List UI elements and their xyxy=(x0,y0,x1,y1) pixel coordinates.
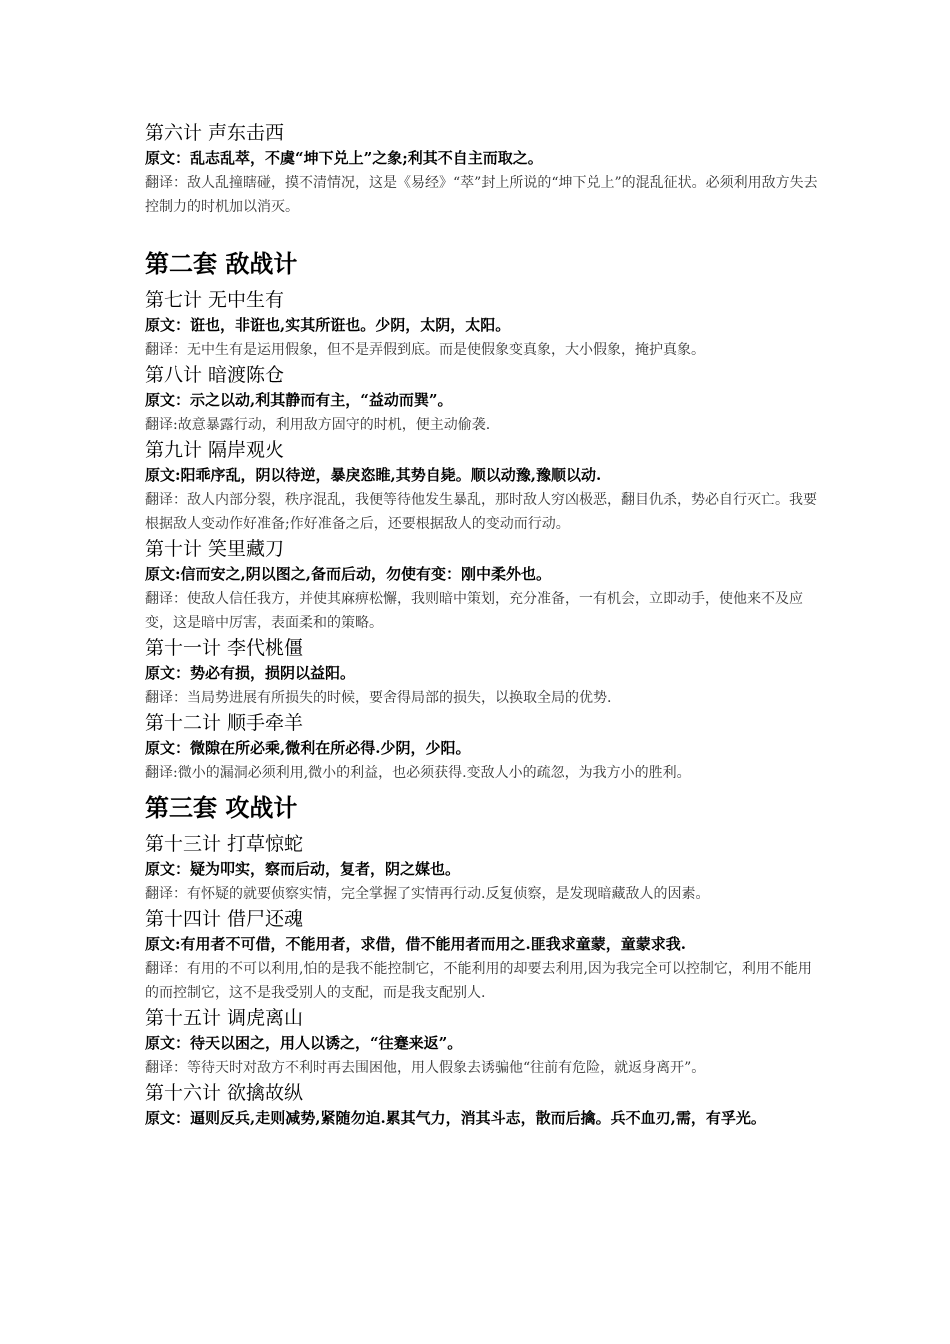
tactic-16-title: 第十六计 欲擒故纵 xyxy=(145,1082,304,1104)
tactic-10-title: 第十计 笑里藏刀 xyxy=(145,538,285,560)
set-2-title: 第二套 敌战计 xyxy=(145,250,298,278)
tactic-8-translation: 翻译:故意暴露行动，利用敌方固守的时机，便主动偷袭. xyxy=(145,417,491,433)
tactic-6-translation: 翻译：敌人乱撞瞎碰，摸不清情况，这是《易经》“萃”封上所说的“坤下兑上”的混乱征状。必须利用敌方失去控制力的时机加以消灭。 xyxy=(145,175,818,215)
tactic-11-translation: 翻译：当局势进展有所损失的时候，要舍得局部的损失，以换取全局的优势. xyxy=(145,690,612,706)
tactic-7-original: 原文：诳也，非诳也,实其所诳也。少阴，太阴，太阳。 xyxy=(145,316,511,334)
set-3-title: 第三套 攻战计 xyxy=(145,794,298,822)
tactic-15-translation: 翻译：等待天时对敌方不利时再去围困他，用人假象去诱骗他“往前有危险，就返身离开”。 xyxy=(145,1060,706,1076)
tactic-15-title: 第十五计 调虎离山 xyxy=(145,1007,304,1029)
tactic-13-original: 原文：疑为叩实，察而后动，复者，阴之媒也。 xyxy=(145,860,461,878)
tactic-12-title: 第十二计 顺手牵羊 xyxy=(145,712,304,734)
tactic-9-translation: 翻译：敌人内部分裂，秩序混乱，我便等待他发生暴乱，那时敌人穷凶极恶，翻目仇杀，势必自行灭亡。我要根据敌人变动作好准备;作好准备之后，还要根据敌人的变动而行动。 xyxy=(145,492,817,532)
tactic-15-original: 原文：待天以困之，用人以诱之，“往蹇来返”。 xyxy=(145,1034,463,1052)
tactic-16-original: 原文：逼则反兵,走则减势,紧随勿迫.累其气力，消其斗志，散而后擒。兵不血刃,需，有孚光。 xyxy=(145,1109,766,1127)
tactic-9-original: 原文:阳乖序乱，阴以待逆，暴戾恣睢,其势自毙。顺以动豫,豫顺以动. xyxy=(145,466,602,484)
tactic-9-title: 第九计 隔岸观火 xyxy=(145,439,285,461)
tactic-11-title: 第十一计 李代桃僵 xyxy=(145,637,304,659)
tactic-12-translation: 翻译:微小的漏洞必须利用,微小的利益，也必须获得.变敌人小的疏忽，为我方小的胜利。 xyxy=(145,765,691,781)
tactic-14-original: 原文:有用者不可借，不能用者，求借，借不能用者而用之.匪我求童蒙，童蒙求我. xyxy=(145,935,686,953)
tactic-14-title: 第十四计 借尸还魂 xyxy=(145,908,304,930)
tactic-7-title: 第七计 无中生有 xyxy=(145,289,285,311)
tactic-8-original: 原文：示之以动,利其静而有主，“益动而巽”。 xyxy=(145,391,453,409)
tactic-8-title: 第八计 暗渡陈仓 xyxy=(145,364,285,386)
document-page xyxy=(145,120,825,1131)
tactic-12-original: 原文：微隙在所必乘,微利在所必得.少阴，少阳。 xyxy=(145,739,471,757)
tactic-13-translation: 翻译：有怀疑的就要侦察实情，完全掌握了实情再行动.反复侦察，是发现暗藏敌人的因素。 xyxy=(145,886,710,902)
tactic-11-original: 原文：势必有损，损阴以益阳。 xyxy=(145,664,356,682)
tactic-7-translation: 翻译：无中生有是运用假象，但不是弄假到底。而是使假象变真象，大小假象，掩护真象。 xyxy=(145,342,705,358)
tactic-6-original: 原文：乱志乱萃，不虞“坤下兑上”之象;利其不自主而取之。 xyxy=(145,149,543,167)
tactic-14-translation: 翻译：有用的不可以利用,怕的是我不能控制它，不能利用的却要去利用,因为我完全可以控制它，利用不能用的而控制它，这不是我受别人的支配，而是我支配别人. xyxy=(145,961,812,1001)
tactic-10-translation: 翻译：使敌人信任我方，并使其麻痹松懈，我则暗中策划，充分准备，一有机会，立即动手，使他来不及应变，这是暗中厉害，表面柔和的策略。 xyxy=(145,591,803,631)
tactic-6-title: 第六计 声东击西 xyxy=(145,122,285,144)
tactic-10-original: 原文:信而安之,阴以图之,备而后动，勿使有变：刚中柔外也。 xyxy=(145,565,551,583)
tactic-13-title: 第十三计 打草惊蛇 xyxy=(145,833,304,855)
